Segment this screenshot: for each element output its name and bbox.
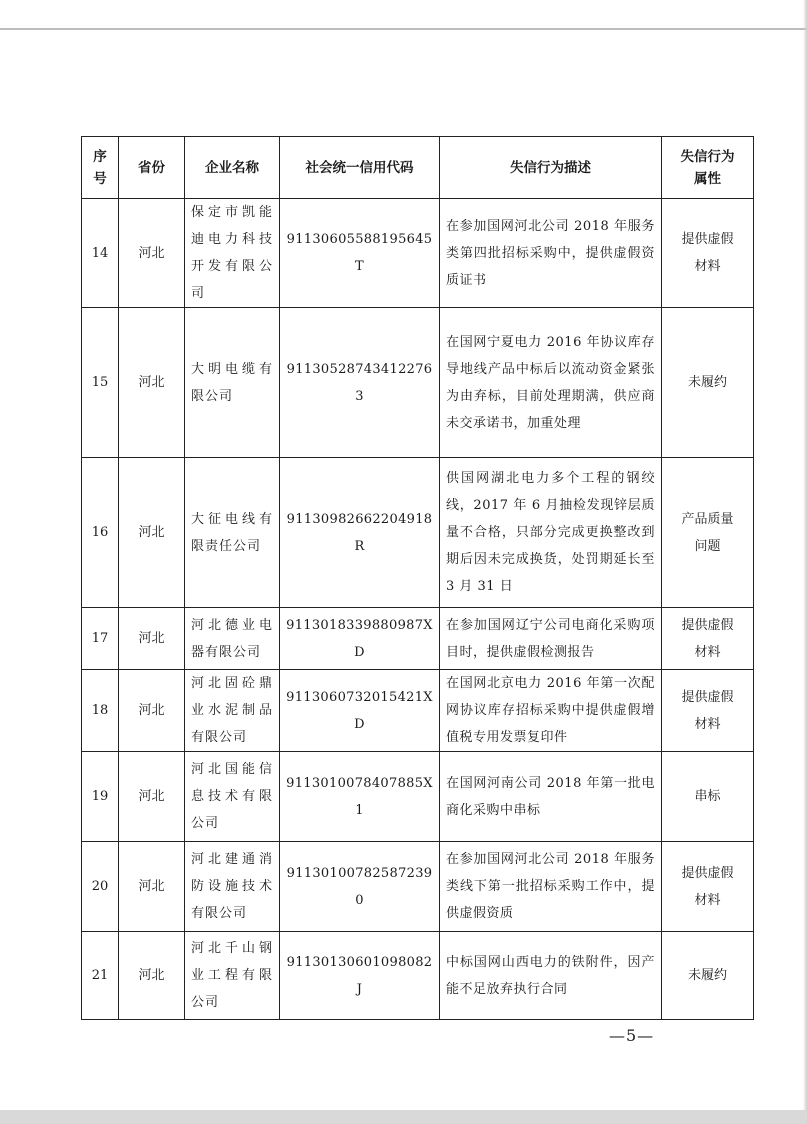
cell-no: 19	[82, 752, 119, 842]
table-header-row	[82, 137, 754, 199]
cell-attribute: 串标	[662, 752, 754, 842]
cell-attribute: 产品质量问题	[662, 458, 754, 608]
cell-province: 河北	[119, 199, 185, 308]
cell-description: 供国网湖北电力多个工程的钢绞线，2017 年 6 月抽检发现锌层质量不合格，只部分完成更换整改到期后因未完成换货，处罚期延长至 3 月 31 日	[440, 458, 662, 608]
cell-credit-code: 911305287434122763	[280, 308, 440, 458]
cell-credit-code: 91130130601098082J	[280, 932, 440, 1020]
cell-credit-code: 91130605588195645T	[280, 199, 440, 308]
cell-attribute: 未履约	[662, 932, 754, 1020]
cell-no: 18	[82, 670, 119, 752]
cell-description: 中标国网山西电力的铁附件，因产能不足放弃执行合同	[440, 932, 662, 1020]
cell-company-name: 大征电线有限责任公司	[185, 458, 280, 608]
cell-province: 河北	[119, 458, 185, 608]
header-attribute: 失信行为属性	[662, 137, 754, 199]
cell-no: 14	[82, 199, 119, 308]
table-row	[82, 932, 754, 1020]
cell-credit-code: 9113018339880987XD	[280, 608, 440, 670]
cell-credit-code: 9113010078407885X1	[280, 752, 440, 842]
cell-company-name: 河北建通消防设施技术有限公司	[185, 842, 280, 932]
header-province: 省份	[119, 137, 185, 199]
table-row	[82, 670, 754, 752]
cell-description: 在国网北京电力 2016 年第一次配网协议库存招标采购中提供虚假增值税专用发票复印件	[440, 670, 662, 752]
cell-province: 河北	[119, 932, 185, 1020]
cell-attribute: 提供虚假材料	[662, 199, 754, 308]
cell-attribute: 提供虚假材料	[662, 608, 754, 670]
cell-no: 17	[82, 608, 119, 670]
cell-description: 在参加国网河北公司 2018 年服务类第四批招标采购中，提供虚假资质证书	[440, 199, 662, 308]
cell-description: 在参加国网河北公司 2018 年服务类线下第一批招标采购工作中，提供虚假资质	[440, 842, 662, 932]
header-company-name: 企业名称	[185, 137, 280, 199]
table-row	[82, 308, 754, 458]
cell-no: 21	[82, 932, 119, 1020]
cell-company-name: 大明电缆有限公司	[185, 308, 280, 458]
cell-company-name: 河北千山钢业工程有限公司	[185, 932, 280, 1020]
cell-company-name: 河北国能信息技术有限公司	[185, 752, 280, 842]
scan-edge-bottom	[0, 1110, 807, 1124]
cell-attribute: 提供虚假材料	[662, 670, 754, 752]
cell-attribute: 未履约	[662, 308, 754, 458]
dishonesty-table	[81, 136, 754, 1020]
cell-description: 在国网河南公司 2018 年第一批电商化采购中串标	[440, 752, 662, 842]
header-seq: 序号	[82, 137, 119, 199]
table-row	[82, 199, 754, 308]
cell-company-name: 保定市凯能迪电力科技开发有限公司	[185, 199, 280, 308]
table-row	[82, 752, 754, 842]
header-credit-code: 社会统一信用代码	[280, 137, 440, 199]
table-row	[82, 458, 754, 608]
cell-description: 在国网宁夏电力 2016 年协议库存导地线产品中标后以流动资金紧张为由弃标，目前处理期满，供应商未交承诺书，加重处理	[440, 308, 662, 458]
cell-attribute: 提供虚假材料	[662, 842, 754, 932]
table-row	[82, 842, 754, 932]
cell-province: 河北	[119, 752, 185, 842]
scan-edge-right	[803, 0, 807, 1124]
header-description: 失信行为描述	[440, 137, 662, 199]
cell-credit-code: 911301007825872390	[280, 842, 440, 932]
cell-province: 河北	[119, 308, 185, 458]
cell-company-name: 河北固砼鼎业水泥制品有限公司	[185, 670, 280, 752]
cell-company-name: 河北德业电器有限公司	[185, 608, 280, 670]
cell-credit-code: 9113060732015421XD	[280, 670, 440, 752]
scan-edge-top	[0, 28, 807, 30]
table-row	[82, 608, 754, 670]
cell-description: 在参加国网辽宁公司电商化采购项目时，提供虚假检测报告	[440, 608, 662, 670]
cell-no: 20	[82, 842, 119, 932]
cell-no: 16	[82, 458, 119, 608]
cell-province: 河北	[119, 670, 185, 752]
cell-no: 15	[82, 308, 119, 458]
cell-credit-code: 91130982662204918R	[280, 458, 440, 608]
cell-province: 河北	[119, 842, 185, 932]
page-number: —5—	[609, 1026, 655, 1045]
cell-province: 河北	[119, 608, 185, 670]
